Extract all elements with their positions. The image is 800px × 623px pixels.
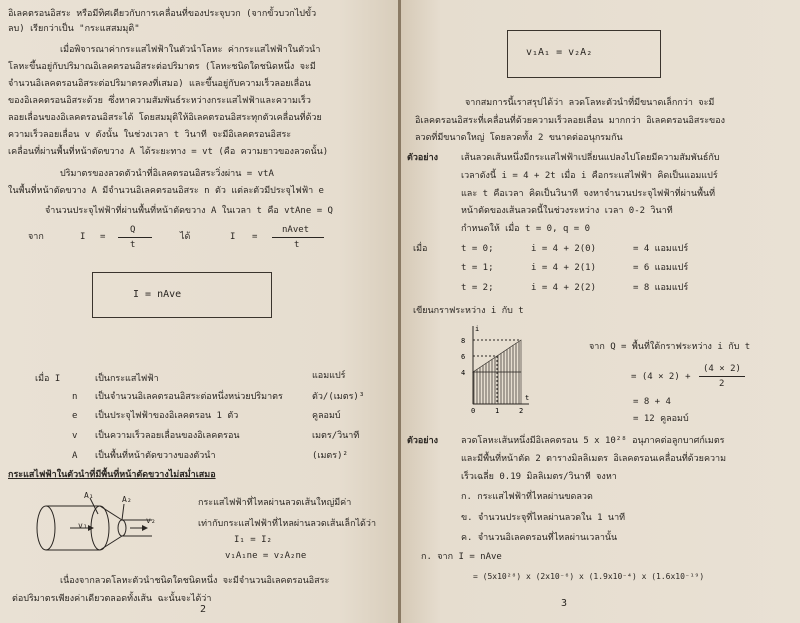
- text-line: ปริมาตรของลวดตัวนำที่อิเลคตรอนอิสระวิ่งผ่าน = vtA: [60, 169, 274, 179]
- text-line: จากสมการนี้เราสรุปได้ว่า ลวดโลหะตัวนำที่มีขนาดเล็กกว่า จะมี: [465, 98, 715, 108]
- def-desc: เป็นประจุไฟฟ้าของอิเลคตรอน 1 ตัว: [95, 411, 239, 421]
- text-line: เมื่อพิจารณาค่ากระแสไฟฟ้าในตัวนำโลหะ ค่ากระแสไฟฟ้าในตัวนำ: [60, 45, 321, 55]
- text-line: ต่อปริมาตรเพียงค่าเดียวตลอดทั้งเส้น ฉะนั้นจะได้ว่า: [12, 594, 212, 604]
- eq-numerator: Q: [130, 225, 136, 235]
- text-line: กำหนดให้ เมื่อ t = 0, q = 0: [461, 224, 591, 234]
- calc-line: จาก Q = พื้นที่ใต้กราฟระหว่าง i กับ t: [589, 342, 751, 352]
- text-line: โลหะขึ้นอยู่กับปริมาณอิเลคตรอนอิสระต่อปริมาตร (โลหะชนิดใดชนิดหนึ่ง จะมี: [8, 62, 316, 72]
- label-v1: v₁: [78, 521, 88, 530]
- row-t: t = 2;: [461, 283, 494, 293]
- row-i: i = 4 + 2(2): [531, 283, 597, 293]
- axis-label-t: t: [525, 394, 530, 402]
- y-tick: 8: [461, 337, 466, 345]
- def-desc: เป็นกระแสไฟฟ้า: [95, 374, 159, 384]
- formula-text: v₁A₁ = v₂A₂: [526, 47, 593, 58]
- def-symbol: v: [72, 431, 78, 441]
- def-desc: เป็นจำนวนอิเลคตรอนอิสระต่อหนึ่งหน่วยปริมาตร: [95, 392, 283, 402]
- formula-text: I = nAve: [133, 289, 182, 300]
- text-line: ในพื้นที่หน้าตัดขวาง A มีจำนวนอิเลคตรอนอิสระ n ตัว แต่ละตัวมีประจุไฟฟ้า e: [8, 186, 324, 196]
- formula-box: [92, 272, 272, 318]
- def-desc: เป็นความเร็วลอยเลื่อนของอิเลคตรอน: [95, 431, 240, 441]
- label-a2: A₂: [122, 495, 132, 504]
- wire-figure: [30, 488, 160, 560]
- eq-mid-text: ได้: [180, 232, 191, 242]
- label-a1: A₁: [84, 491, 94, 500]
- calc-line: = (4 × 2) +: [631, 372, 691, 382]
- example-label: ตัวอย่าง: [407, 436, 439, 446]
- text-line: ค. จำนวนอิเลคตรอนที่ไหลผ่านเวลานั้น: [461, 533, 618, 543]
- eq-symbol: I: [230, 232, 236, 242]
- def-unit: แอมแปร์: [312, 371, 346, 381]
- text-line: เส้นลวดเส้นหนึ่งมีกระแสไฟฟ้าเปลี่ยนแปลงไปโดยมีความสัมพันธ์กับ: [461, 153, 720, 163]
- row-value: = 6 แอมแปร์: [633, 263, 689, 273]
- def-symbol: n: [72, 392, 78, 402]
- x-tick: 0: [471, 407, 476, 414]
- text-line: หน้าตัดของเส้นลวดนี้ในช่วงระหว่าง เวลา 0-2 วินาที: [461, 206, 673, 216]
- text-line: ลอยเลื่อนของอิเลคตรอนอิสระได้ โดยสมมุติให้อิเลคตรอนอิสระทุกตัวเคลื่อนที่ด้วย: [8, 113, 322, 123]
- text-line: ก. กระแสไฟฟ้าที่ไหลผ่านขดลวด: [461, 492, 593, 502]
- def-unit: เมตร/วินาที: [312, 431, 360, 441]
- text-line: กระแสไฟฟ้าที่ไหลผ่านลวดเส้นใหญ่มีค่า: [198, 498, 352, 508]
- x-tick: 1: [495, 407, 500, 414]
- eq-prefix: จาก: [28, 232, 44, 242]
- frac-denominator: 2: [719, 379, 725, 389]
- text-line: เนื่องจากลวดโลหะตัวนำชนิดใดชนิดหนึ่ง จะมีจำนวนอิเลคตรอนอิสระ: [60, 576, 330, 586]
- text-line: เคลื่อนที่ผ่านพื้นที่หน้าตัดขวาง A ได้ระยะทาง = vt (คือ ความยาวของลวดนั้น): [8, 147, 329, 157]
- text-line: เท่ากับกระแสไฟฟ้าที่ไหลผ่านลวดเส้นเล็กได้ว่า: [198, 519, 377, 529]
- y-tick: 4: [461, 369, 466, 377]
- fraction-bar: [118, 237, 152, 238]
- equation: I₁ = I₂: [234, 535, 272, 545]
- text-line: ลบ) เรียกว่าเป็น "กระแสสมมุติ": [8, 24, 140, 34]
- text-line: เวลาดังนี้ i = 4 + 2t เมื่อ i คือกระแสไฟฟ้า คิดเป็นแอมแปร์: [461, 171, 718, 181]
- solution-line: ก. จาก I = nAve: [421, 552, 502, 562]
- i-t-graph: [461, 322, 533, 414]
- text-line: จำนวนอิเลคตรอนอิสระต่อปริมาตรคงที่เสมอ) และขึ้นอยู่กับความเร็วลอยเลื่อน: [8, 79, 311, 89]
- eq-denominator: t: [130, 240, 136, 250]
- row-t: t = 1;: [461, 263, 494, 273]
- text-line: อิเลคตรอนอิสระที่เคลื่อนที่ด้วยความเร็วลอยเลื่อน มากกว่า อิเลคตรอนอิสระของ: [415, 116, 725, 126]
- def-unit: คูลอมบ์: [312, 411, 341, 421]
- left-page: [0, 0, 399, 623]
- eq-denominator: t: [294, 240, 300, 250]
- text-line: ข. จำนวนประจุที่ไหลผ่านลวดใน 1 นาที: [461, 513, 626, 523]
- row-i: i = 4 + 2(0): [531, 244, 597, 254]
- text-line: จำนวนประจุไฟฟ้าที่ผ่านพื้นที่หน้าตัดขวาง A ในเวลา t คือ vtAne = Q: [45, 206, 333, 216]
- text-line: ลวดที่มีขนาดใหญ่ โดยลวดทั้ง 2 ขนาดต่ออนุกรมกัน: [415, 133, 623, 143]
- row-value: = 4 แอมแปร์: [633, 244, 689, 254]
- label-v2: v₂: [146, 516, 156, 525]
- page-number: 3: [561, 598, 568, 609]
- fraction-bar: [272, 237, 324, 238]
- equation: v₁A₁ne = v₂A₂ne: [225, 551, 307, 561]
- eq-equals: =: [252, 232, 258, 242]
- row-prefix: เมื่อ: [413, 244, 428, 254]
- example-label: ตัวอย่าง: [407, 153, 439, 163]
- axis-label-i: i: [475, 325, 480, 333]
- calc-line: = 12 คูลอมบ์: [633, 414, 689, 424]
- text-line: ลวดโลหะเส้นหนึ่งมีอิเลคตรอน 5 x 10²⁸ อนุภาคต่อลูกบาศก์เมตร: [461, 436, 725, 446]
- y-tick: 6: [461, 353, 466, 361]
- def-symbol: e: [72, 411, 78, 421]
- def-unit: ตัว/(เมตร)³: [312, 392, 365, 402]
- formula-box: [507, 30, 661, 78]
- right-page: [401, 0, 800, 623]
- eq-equals: =: [100, 232, 106, 242]
- graph-title: เขียนกราฟระหว่าง i กับ t: [413, 306, 524, 316]
- def-desc: เป็นพื้นที่หน้าตัดขวางของตัวนำ: [95, 451, 216, 461]
- calc-line: = 8 + 4: [633, 397, 671, 407]
- x-tick: 2: [519, 407, 524, 414]
- eq-numerator: nAvet: [282, 225, 310, 235]
- section-heading: กระแสไฟฟ้าในตัวนำที่มีพื้นที่หน้าตัดขวางไม่สม่ำเสมอ: [8, 470, 216, 480]
- text-line: ความเร็วลอยเลื่อน v ดังนั้น ในช่วงเวลา t วินาที จะมีอิเลคตรอนอิสระ: [8, 130, 292, 140]
- eq-symbol: I: [80, 232, 86, 242]
- text-line: และ t คือเวลา คิดเป็นวินาที จงหาจำนวนประจุไฟฟ้าที่ผ่านพื้นที่: [461, 189, 716, 199]
- page-number: 2: [200, 604, 207, 615]
- row-i: i = 4 + 2(1): [531, 263, 597, 273]
- row-t: t = 0;: [461, 244, 494, 254]
- def-unit: (เมตร)²: [312, 451, 348, 461]
- fraction-bar: [699, 376, 745, 377]
- text-line: เร็วเฉลี่ย 0.19 มิลลิเมตร/วินาที จงหา: [461, 472, 617, 482]
- def-symbol: เมื่อ I: [35, 374, 61, 384]
- solution-line: = (5x10²⁸) x (2x10⁻⁶) x (1.9x10⁻⁴) x (1.6x10⁻¹⁹): [473, 572, 705, 581]
- frac-numerator: (4 × 2): [703, 364, 741, 374]
- text-line: อิเลคตรอนอิสระ หรือมีทิศเดียวกับการเคลื่อนที่ของประจุบวก (จากขั้วบวกไปขั้ว: [8, 9, 317, 19]
- text-line: ของอิเลคตรอนอิสระด้วย ซึ่งหาความสัมพันธ์ระหว่างกระแสไฟฟ้าและความเร็ว: [8, 96, 311, 106]
- row-value: = 8 แอมแปร์: [633, 283, 689, 293]
- text-line: และมีพื้นที่หน้าตัด 2 ตารางมิลลิเมตร อิเลคตรอนเคลื่อนที่ด้วยความ: [461, 454, 727, 464]
- def-symbol: A: [72, 451, 78, 461]
